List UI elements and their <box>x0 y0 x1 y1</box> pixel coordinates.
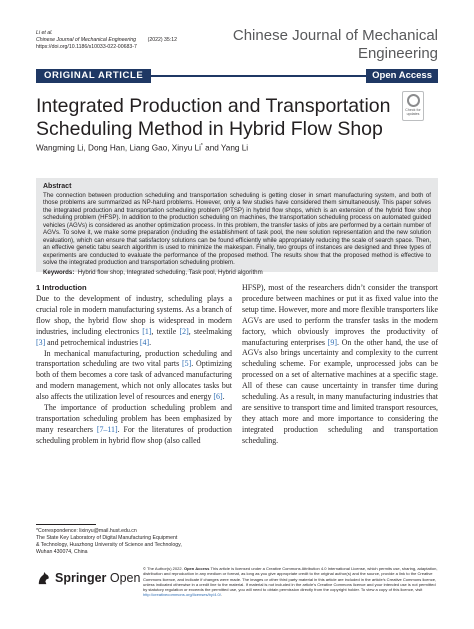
paragraph-3: The importance of production scheduling problem and transportation scheduling problem has been emphasized by many researchers [7–11]. For the literatures of production scheduling problem in hybrid flow shop (also called <box>36 403 232 445</box>
publisher-name: Springer Open <box>55 571 141 585</box>
header-journal: Chinese Journal of Mechanical Engineering <box>36 37 137 43</box>
article-title: Integrated Production and Transportation Scheduling Method in Hybrid Flow Shop <box>36 95 391 140</box>
article-banner <box>36 69 438 83</box>
corresponding-mark: * <box>200 143 203 149</box>
license-notice: © The Author(s) 2022. Open Access This article is licensed under a Creative Commons Attribution 4.0 International License, which permits use, sharing, adaptation, distribution and reproduction in any medium or format, as long as you give appropriate credit to the original author(s) and the source, provide a link to the Creative Commons licence, and indicate if changes were made. The images or other third party material in this article are included in the article’s Creative Commons licence, unless indicated otherwise in a credit line to the material. If material is not included in the article’s Creative Commons licence and your intended use is not permitted by statutory regulation or exceeds the permitted use, you will need to obtain permission directly from the copyright holder. To view a copy of this licence, visit http://creativecommons.org/licenses/by/4.0/. <box>143 566 438 598</box>
paragraph-1: Due to the development of industry, scheduling plays a crucial role in modern manufacturing systems. As a branch of flow shop, the hybrid flow shop is widespread in modern industries, including electronics [1], textile [2], steelmaking [3] and petrochemical industries [4]. <box>36 294 232 347</box>
springer-horse-icon <box>36 571 51 586</box>
keywords-list: Hybrid flow shop, Integrated scheduling, Task pool, Hybrid algorithm <box>77 268 263 276</box>
affiliation-city: Wuhan 430074, China <box>36 549 88 555</box>
citation-link[interactable]: [1] <box>142 326 152 336</box>
author-list: Wangming Li, Dong Han, Liang Gao, Xinyu Li* and Yang Li <box>36 143 249 153</box>
citation-link[interactable]: [9] <box>327 337 337 347</box>
body-column-right <box>242 283 438 447</box>
license-open-access: Open Access <box>183 566 210 571</box>
citation-link[interactable]: [2] <box>179 326 189 336</box>
body-column-left <box>36 283 232 447</box>
affiliation-school: & Technology, Huazhong University of Science and Technology, <box>36 542 182 548</box>
abstract-text: The connection between production scheduling and transportation scheduling is getting closer in smart manufacturing system, and both of those problems are summarized as NP-hard problems. However, only a few studies have considered them simultaneously. This paper solves the integrated production and transportation scheduling problem (IPTSP) in hybrid flow shops, which is an extension of the hybrid flow shop scheduling problem (HFSP). In addition to the production scheduling on machines, the transportation scheduling process on automated guided vehicles (AGVs) is considered as another optimization process. In this problem, the transfer tasks of jobs are performed by a certain number of AGVs. To solve it, we make some preparation (including the establishment of task pool, the new solution representation and the new solution evaluation), which can ensure that satisfactory solutions can be found efficiently while appropriately reducing the scale of search space. Then, an effective genetic tabu search algorithm is used to minimize the makespan. Finally, two groups of instances are designed and three types of experiments are conducted to evaluate the performance of the proposed method. The results show that the proposed method is effective to solve the integrated production and transportation scheduling problem. <box>43 192 431 267</box>
header-doi[interactable]: https://doi.org/10.1186/s10033-022-00683-7 <box>36 44 137 50</box>
paragraph-4: HFSP), most of the researchers didn’t consider the transport procedure between machines or put it as fixed value into the setup time. However, more and more flexible transporters like AGVs are used to perform the transfer tasks in the modern factory, which obviously improves the productivity of manufacturing enterprises [9]. On the other hand, the use of AGVs also brings uncertainty and complexity to the current scheduling scheme. For example, unprocessed jobs can be processed on a set of alternative machines at a specific stage. All of these can cause uncertainty in transfer time during scheduling. As a result, in many manufacturing industries that are sensitive to transport time and limited transport resources, they attach more and more importance to considering the integrated production scheduling and transportation scheduling. <box>242 283 439 445</box>
running-header <box>36 30 177 51</box>
header-volume: (2022) 35:12 <box>147 37 178 43</box>
springer-open-logo <box>36 569 140 587</box>
abstract-heading: Abstract <box>43 183 72 190</box>
abstract-box <box>36 178 438 276</box>
header-authors: Li et al. <box>36 30 53 36</box>
citation-link[interactable]: [4] <box>139 337 150 347</box>
paragraph-2: In mechanical manufacturing, production scheduling and transportation scheduling are two vital parts [5]. Optimizing both of them becomes a core task of advanced manufacturing and modern management, which not only allocates tasks but also affects the utilization level of resources and energy [6]. <box>36 348 232 402</box>
open-access-badge: Open Access <box>366 69 438 83</box>
correspondence-footnote <box>36 528 226 556</box>
keywords-label: Keywords: <box>43 268 75 276</box>
header-journal-line <box>36 37 177 44</box>
affiliation-lab: The State Key Laboratory of Digital Manufacturing Equipment <box>36 535 178 541</box>
correspondence-email: *Correspondence: lixinyu@mail.hust.edu.cn <box>36 528 137 534</box>
citation-link[interactable]: [7–11] <box>96 424 118 434</box>
keywords <box>43 269 431 277</box>
journal-title: Chinese Journal of Mechanical Engineering <box>232 27 438 62</box>
section-heading: 1 Introduction <box>36 283 87 292</box>
footnote-rule <box>36 524 96 525</box>
check-updates-icon <box>407 94 420 107</box>
check-updates-label: Check for updates <box>405 108 421 116</box>
citation-link[interactable]: [6] <box>213 392 223 402</box>
citation-link[interactable]: [5] <box>182 359 192 369</box>
article-type-badge: ORIGINAL ARTICLE <box>36 69 151 83</box>
license-link[interactable]: http://creativecommons.org/licenses/by/4.0/ <box>143 592 221 598</box>
check-for-updates-button[interactable] <box>402 91 424 121</box>
citation-link[interactable]: [3] <box>36 337 46 347</box>
